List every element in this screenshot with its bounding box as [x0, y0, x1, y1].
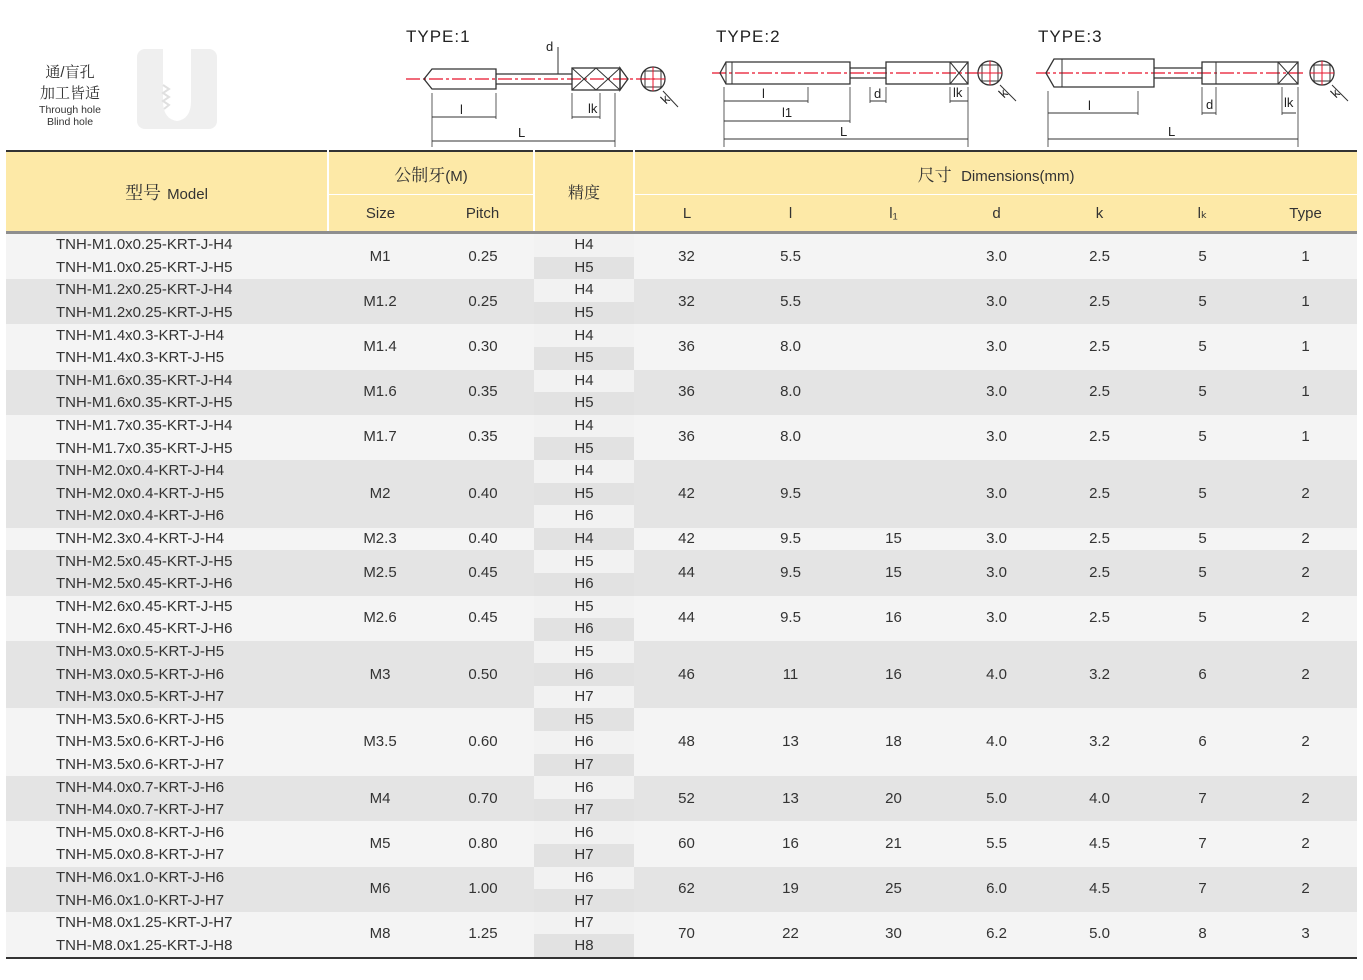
model-cell: TNH-M6.0x1.0-KRT-J-H6: [6, 867, 328, 890]
k-cell: 4.5: [1048, 867, 1151, 912]
precision-cell: H4: [534, 233, 634, 257]
l1-cell: [842, 415, 945, 460]
table-row: [6, 370, 1357, 393]
header-lk: lₖ: [1151, 195, 1254, 232]
size-cell: M1.4: [328, 324, 432, 369]
header-d: d: [945, 195, 1048, 232]
l1-cell: 15: [842, 550, 945, 595]
type-cell: 2: [1254, 708, 1357, 776]
k-cell: 2.5: [1048, 324, 1151, 369]
hole-type-label: [30, 62, 110, 128]
type-cell: 2: [1254, 867, 1357, 912]
table-row: [6, 279, 1357, 302]
l1-cell: 21: [842, 821, 945, 866]
hole-cn-line1: 通/盲孔: [45, 64, 95, 81]
hole-en-line2: Blind hole: [46, 116, 94, 128]
k-cell: 3.2: [1048, 641, 1151, 709]
d-cell: 3.0: [945, 324, 1048, 369]
d-cell: 3.0: [945, 550, 1048, 595]
type3-title: TYPE:3: [1038, 27, 1103, 46]
type-cell: 2: [1254, 460, 1357, 528]
table-row: [6, 708, 1357, 731]
type1-k-label: k: [657, 91, 673, 107]
precision-cell: H5: [534, 483, 634, 506]
L-cell: 44: [634, 596, 739, 641]
type-cell: 2: [1254, 776, 1357, 821]
l-cell: 9.5: [739, 596, 842, 641]
header-L: L: [634, 195, 739, 232]
model-cell: TNH-M1.0x0.25-KRT-J-H5: [6, 257, 328, 280]
table-row: [6, 641, 1357, 664]
k-cell: 2.5: [1048, 370, 1151, 415]
pitch-cell: 0.35: [432, 370, 534, 415]
k-cell: 2.5: [1048, 596, 1151, 641]
header-model-cn: 型号: [125, 182, 162, 203]
type1-l-label: l: [460, 102, 463, 117]
type2-d-label: d: [874, 86, 882, 101]
d-cell: 4.0: [945, 708, 1048, 776]
type3-d-label: d: [1206, 97, 1214, 112]
model-cell: TNH-M8.0x1.25-KRT-J-H8: [6, 934, 328, 958]
d-cell: 5.5: [945, 821, 1048, 866]
precision-cell: H6: [534, 867, 634, 890]
precision-cell: H7: [534, 889, 634, 912]
pitch-cell: 0.35: [432, 415, 534, 460]
type2-l-label: l: [762, 86, 765, 101]
size-cell: M2.6: [328, 596, 432, 641]
precision-cell: H5: [534, 392, 634, 415]
precision-cell: H8: [534, 934, 634, 958]
model-cell: TNH-M3.5x0.6-KRT-J-H7: [6, 754, 328, 777]
type-cell: 2: [1254, 821, 1357, 866]
precision-cell: H4: [534, 528, 634, 551]
d-cell: 3.0: [945, 370, 1048, 415]
l1-cell: [842, 370, 945, 415]
lk-cell: 5: [1151, 279, 1254, 324]
model-cell: TNH-M2.5x0.45-KRT-J-H6: [6, 573, 328, 596]
d-cell: 3.0: [945, 528, 1048, 551]
lk-cell: 6: [1151, 641, 1254, 709]
header-l1: l₁: [842, 195, 945, 232]
type-cell: 2: [1254, 550, 1357, 595]
type2-L-label: L: [840, 124, 848, 139]
model-cell: TNH-M1.6x0.35-KRT-J-H4: [6, 370, 328, 393]
precision-cell: H7: [534, 844, 634, 867]
l-cell: 11: [739, 641, 842, 709]
model-cell: TNH-M1.2x0.25-KRT-J-H4: [6, 279, 328, 302]
model-cell: TNH-M2.6x0.45-KRT-J-H5: [6, 596, 328, 619]
header-metric-m: (M): [445, 167, 468, 185]
model-cell: TNH-M2.6x0.45-KRT-J-H6: [6, 618, 328, 641]
size-cell: M1.6: [328, 370, 432, 415]
L-cell: 44: [634, 550, 739, 595]
precision-cell: H6: [534, 618, 634, 641]
size-cell: M2: [328, 460, 432, 528]
type-cell: 1: [1254, 279, 1357, 324]
model-cell: TNH-M6.0x1.0-KRT-J-H7: [6, 889, 328, 912]
table-row: [6, 528, 1357, 551]
l1-cell: 18: [842, 708, 945, 776]
lk-cell: 6: [1151, 708, 1254, 776]
header-model-en: Model: [167, 185, 208, 203]
l-cell: 13: [739, 708, 842, 776]
l1-cell: 15: [842, 528, 945, 551]
k-cell: 2.5: [1048, 279, 1151, 324]
type-cell: 2: [1254, 641, 1357, 709]
type1-d-label: d: [546, 39, 554, 54]
precision-cell: H7: [534, 912, 634, 935]
header-metric-cn: 公制牙: [394, 165, 446, 185]
l1-cell: [842, 279, 945, 324]
table-row: [6, 415, 1357, 438]
spec-table: [6, 150, 1357, 959]
model-cell: TNH-M2.5x0.45-KRT-J-H5: [6, 550, 328, 573]
header-l: l: [739, 195, 842, 232]
l1-cell: 30: [842, 912, 945, 958]
precision-cell: H5: [534, 257, 634, 280]
type-cell: 1: [1254, 415, 1357, 460]
precision-cell: H6: [534, 731, 634, 754]
lk-cell: 7: [1151, 821, 1254, 866]
pitch-cell: 0.60: [432, 708, 534, 776]
l-cell: 5.5: [739, 279, 842, 324]
l-cell: 9.5: [739, 550, 842, 595]
pitch-cell: 0.80: [432, 821, 534, 866]
precision-cell: H4: [534, 324, 634, 347]
precision-cell: H4: [534, 370, 634, 393]
table-row: [6, 912, 1357, 935]
lk-cell: 8: [1151, 912, 1254, 958]
size-cell: M1.7: [328, 415, 432, 460]
size-cell: M1: [328, 233, 432, 280]
table-row: [6, 324, 1357, 347]
table-row: [6, 867, 1357, 890]
l-cell: 8.0: [739, 370, 842, 415]
header-dims-en: Dimensions(mm): [961, 167, 1075, 185]
model-cell: TNH-M1.2x0.25-KRT-J-H5: [6, 302, 328, 325]
lk-cell: 5: [1151, 596, 1254, 641]
k-cell: 2.5: [1048, 528, 1151, 551]
l1-cell: 20: [842, 776, 945, 821]
pitch-cell: 0.25: [432, 279, 534, 324]
L-cell: 36: [634, 415, 739, 460]
table-row: [6, 233, 1357, 257]
size-cell: M3: [328, 641, 432, 709]
header-dimensions: [634, 151, 1357, 195]
size-cell: M6: [328, 867, 432, 912]
table-row: [6, 596, 1357, 619]
model-cell: TNH-M5.0x0.8-KRT-J-H7: [6, 844, 328, 867]
precision-cell: H6: [534, 573, 634, 596]
header-dims-cn: 尺寸: [917, 165, 952, 185]
header-model: [6, 151, 328, 231]
type-cell: 1: [1254, 370, 1357, 415]
model-cell: TNH-M1.7x0.35-KRT-J-H4: [6, 415, 328, 438]
precision-cell: H4: [534, 279, 634, 302]
pitch-cell: 0.40: [432, 528, 534, 551]
model-cell: TNH-M3.0x0.5-KRT-J-H7: [6, 686, 328, 709]
model-cell: TNH-M2.0x0.4-KRT-J-H6: [6, 505, 328, 528]
L-cell: 36: [634, 324, 739, 369]
L-cell: 46: [634, 641, 739, 709]
model-cell: TNH-M3.0x0.5-KRT-J-H6: [6, 663, 328, 686]
l-cell: 13: [739, 776, 842, 821]
lk-cell: 5: [1151, 460, 1254, 528]
L-cell: 32: [634, 279, 739, 324]
size-cell: M1.2: [328, 279, 432, 324]
l-cell: 19: [739, 867, 842, 912]
precision-cell: H5: [534, 347, 634, 370]
precision-cell: H6: [534, 505, 634, 528]
table-row: [6, 776, 1357, 799]
type3-L-label: L: [1168, 124, 1176, 139]
l-cell: 22: [739, 912, 842, 958]
d-cell: 5.0: [945, 776, 1048, 821]
size-cell: M2.5: [328, 550, 432, 595]
precision-cell: H4: [534, 415, 634, 438]
type1-title: TYPE:1: [406, 27, 471, 46]
type3-k-label: k: [1327, 85, 1343, 101]
type3-l-label: l: [1088, 98, 1091, 113]
type3-lk-label: lk: [1284, 95, 1294, 110]
lk-cell: 7: [1151, 867, 1254, 912]
L-cell: 36: [634, 370, 739, 415]
pitch-cell: 0.45: [432, 596, 534, 641]
d-cell: 3.0: [945, 596, 1048, 641]
l-cell: 16: [739, 821, 842, 866]
model-cell: TNH-M4.0x0.7-KRT-J-H7: [6, 799, 328, 822]
header-size: Size: [328, 195, 432, 232]
type1-lk-label: lk: [588, 101, 598, 116]
type2-drawing: [710, 35, 1030, 147]
type2-title: TYPE:2: [716, 27, 781, 46]
d-cell: 3.0: [945, 415, 1048, 460]
l-cell: 9.5: [739, 460, 842, 528]
size-cell: M8: [328, 912, 432, 958]
size-cell: M5: [328, 821, 432, 866]
d-cell: 3.0: [945, 460, 1048, 528]
k-cell: 4.5: [1048, 821, 1151, 866]
precision-cell: H5: [534, 302, 634, 325]
model-cell: TNH-M3.0x0.5-KRT-J-H5: [6, 641, 328, 664]
header-precision: 精度: [534, 151, 634, 231]
lk-cell: 5: [1151, 324, 1254, 369]
model-cell: TNH-M1.6x0.35-KRT-J-H5: [6, 392, 328, 415]
precision-cell: H5: [534, 550, 634, 573]
model-cell: TNH-M8.0x1.25-KRT-J-H7: [6, 912, 328, 935]
model-cell: TNH-M1.7x0.35-KRT-J-H5: [6, 437, 328, 460]
precision-cell: H5: [534, 641, 634, 664]
L-cell: 70: [634, 912, 739, 958]
L-cell: 52: [634, 776, 739, 821]
type2-k-label: k: [995, 85, 1011, 101]
precision-cell: H7: [534, 799, 634, 822]
size-cell: M3.5: [328, 708, 432, 776]
model-cell: TNH-M5.0x0.8-KRT-J-H6: [6, 821, 328, 844]
k-cell: 4.0: [1048, 776, 1151, 821]
size-cell: M4: [328, 776, 432, 821]
hole-en-line1: Through hole: [39, 104, 101, 116]
L-cell: 42: [634, 460, 739, 528]
type-cell: 2: [1254, 596, 1357, 641]
lk-cell: 5: [1151, 550, 1254, 595]
hole-cn-line2: 加工皆适: [39, 85, 100, 102]
type2-lk-label: lk: [953, 85, 963, 100]
l1-cell: 16: [842, 596, 945, 641]
model-cell: TNH-M4.0x0.7-KRT-J-H6: [6, 776, 328, 799]
model-cell: TNH-M1.4x0.3-KRT-J-H4: [6, 324, 328, 347]
header-metric: [328, 151, 534, 195]
l1-cell: [842, 233, 945, 280]
precision-cell: H5: [534, 708, 634, 731]
precision-cell: H5: [534, 596, 634, 619]
pitch-cell: 0.25: [432, 233, 534, 280]
model-cell: TNH-M3.5x0.6-KRT-J-H5: [6, 708, 328, 731]
precision-cell: H4: [534, 460, 634, 483]
type3-drawing: [1032, 35, 1360, 147]
pitch-cell: 0.40: [432, 460, 534, 528]
L-cell: 48: [634, 708, 739, 776]
type-cell: 1: [1254, 233, 1357, 280]
model-cell: TNH-M2.3x0.4-KRT-J-H4: [6, 528, 328, 551]
table-row: [6, 550, 1357, 573]
d-cell: 3.0: [945, 279, 1048, 324]
lk-cell: 5: [1151, 528, 1254, 551]
L-cell: 42: [634, 528, 739, 551]
l1-cell: 25: [842, 867, 945, 912]
blind-hole-icon: [137, 49, 217, 129]
precision-cell: H6: [534, 776, 634, 799]
lk-cell: 7: [1151, 776, 1254, 821]
header-pitch: Pitch: [432, 195, 534, 232]
L-cell: 32: [634, 233, 739, 280]
L-cell: 62: [634, 867, 739, 912]
k-cell: 2.5: [1048, 550, 1151, 595]
d-cell: 6.0: [945, 867, 1048, 912]
type-cell: 1: [1254, 324, 1357, 369]
type1-drawing: [400, 35, 705, 147]
precision-cell: H5: [534, 437, 634, 460]
pitch-cell: 0.45: [432, 550, 534, 595]
type-cell: 2: [1254, 528, 1357, 551]
model-cell: TNH-M1.4x0.3-KRT-J-H5: [6, 347, 328, 370]
k-cell: 2.5: [1048, 460, 1151, 528]
table-row: [6, 821, 1357, 844]
l1-cell: [842, 324, 945, 369]
l-cell: 5.5: [739, 233, 842, 280]
precision-cell: H6: [534, 663, 634, 686]
header-k: k: [1048, 195, 1151, 232]
pitch-cell: 1.00: [432, 867, 534, 912]
lk-cell: 5: [1151, 233, 1254, 280]
model-cell: TNH-M3.5x0.6-KRT-J-H6: [6, 731, 328, 754]
lk-cell: 5: [1151, 415, 1254, 460]
type-cell: 3: [1254, 912, 1357, 958]
table-row: [6, 460, 1357, 483]
pitch-cell: 0.30: [432, 324, 534, 369]
model-cell: TNH-M2.0x0.4-KRT-J-H5: [6, 483, 328, 506]
l-cell: 8.0: [739, 324, 842, 369]
d-cell: 3.0: [945, 233, 1048, 280]
pitch-cell: 0.50: [432, 641, 534, 709]
precision-cell: H6: [534, 821, 634, 844]
model-cell: TNH-M2.0x0.4-KRT-J-H4: [6, 460, 328, 483]
l1-cell: 16: [842, 641, 945, 709]
k-cell: 2.5: [1048, 415, 1151, 460]
type2-l1-label: l1: [782, 105, 793, 120]
precision-cell: H7: [534, 754, 634, 777]
type1-L-label: L: [518, 125, 526, 140]
L-cell: 60: [634, 821, 739, 866]
l-cell: 9.5: [739, 528, 842, 551]
k-cell: 2.5: [1048, 233, 1151, 280]
lk-cell: 5: [1151, 370, 1254, 415]
l-cell: 8.0: [739, 415, 842, 460]
model-cell: TNH-M1.0x0.25-KRT-J-H4: [6, 233, 328, 257]
k-cell: 3.2: [1048, 708, 1151, 776]
pitch-cell: 0.70: [432, 776, 534, 821]
header-type: Type: [1254, 195, 1357, 232]
k-cell: 5.0: [1048, 912, 1151, 958]
d-cell: 4.0: [945, 641, 1048, 709]
pitch-cell: 1.25: [432, 912, 534, 958]
size-cell: M2.3: [328, 528, 432, 551]
d-cell: 6.2: [945, 912, 1048, 958]
precision-cell: H7: [534, 686, 634, 709]
l1-cell: [842, 460, 945, 528]
